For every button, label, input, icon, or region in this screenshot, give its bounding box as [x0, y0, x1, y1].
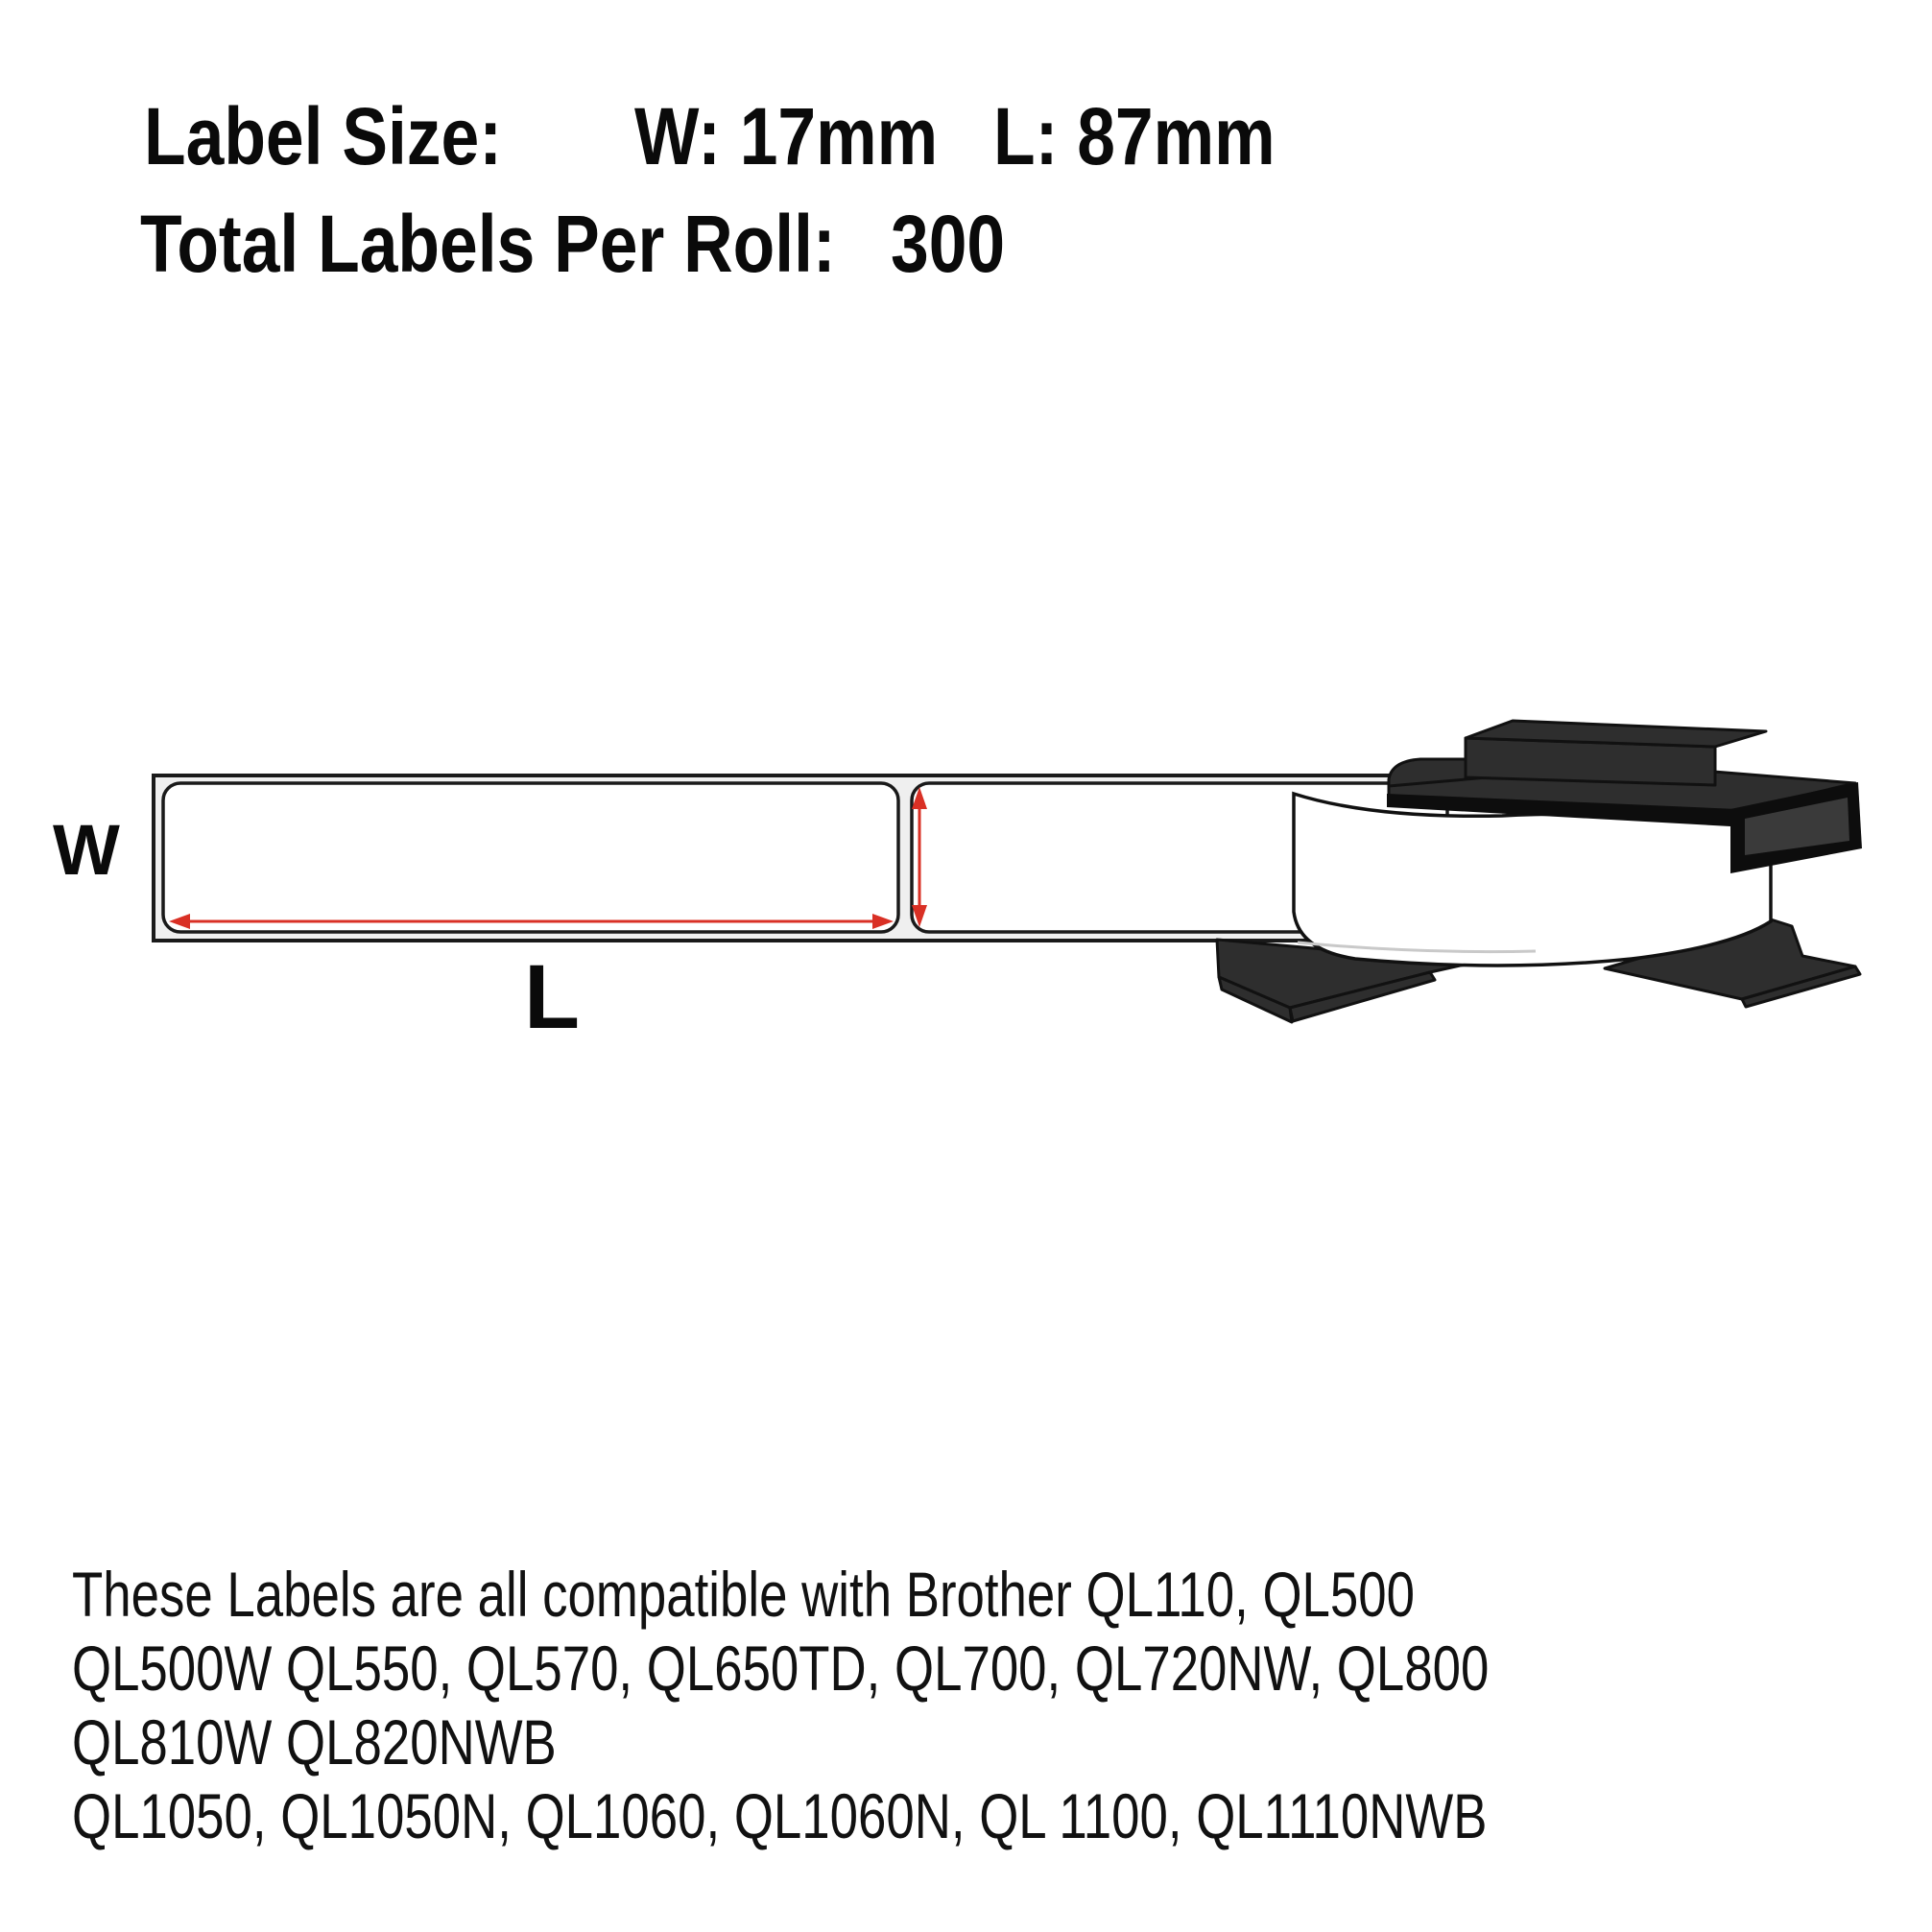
total-labels-value: 300: [891, 199, 1006, 289]
length-dimension-value: L: 87mm: [993, 91, 1276, 181]
compatibility-line: QL1050, QL1050N, QL1060, QL1060N, QL 1100, QL1110NWB: [72, 1780, 1488, 1851]
length-marker-label: L: [524, 946, 581, 1048]
compatibility-line: These Labels are all compatible with Brother QL110, QL500: [72, 1559, 1416, 1630]
compatibility-text: [72, 1558, 1489, 1853]
compatibility-line: QL500W QL550, QL570, QL650TD, QL700, QL720NW, QL800: [72, 1633, 1490, 1704]
total-labels-heading: Total Labels Per Roll:: [140, 199, 836, 289]
width-marker-label: W: [53, 810, 120, 890]
label-size-heading: Label Size:: [144, 91, 502, 181]
compatibility-line: QL810W QL820NWB: [72, 1706, 557, 1777]
label-front: [163, 783, 898, 932]
width-dimension-value: W: 17mm: [634, 91, 939, 181]
